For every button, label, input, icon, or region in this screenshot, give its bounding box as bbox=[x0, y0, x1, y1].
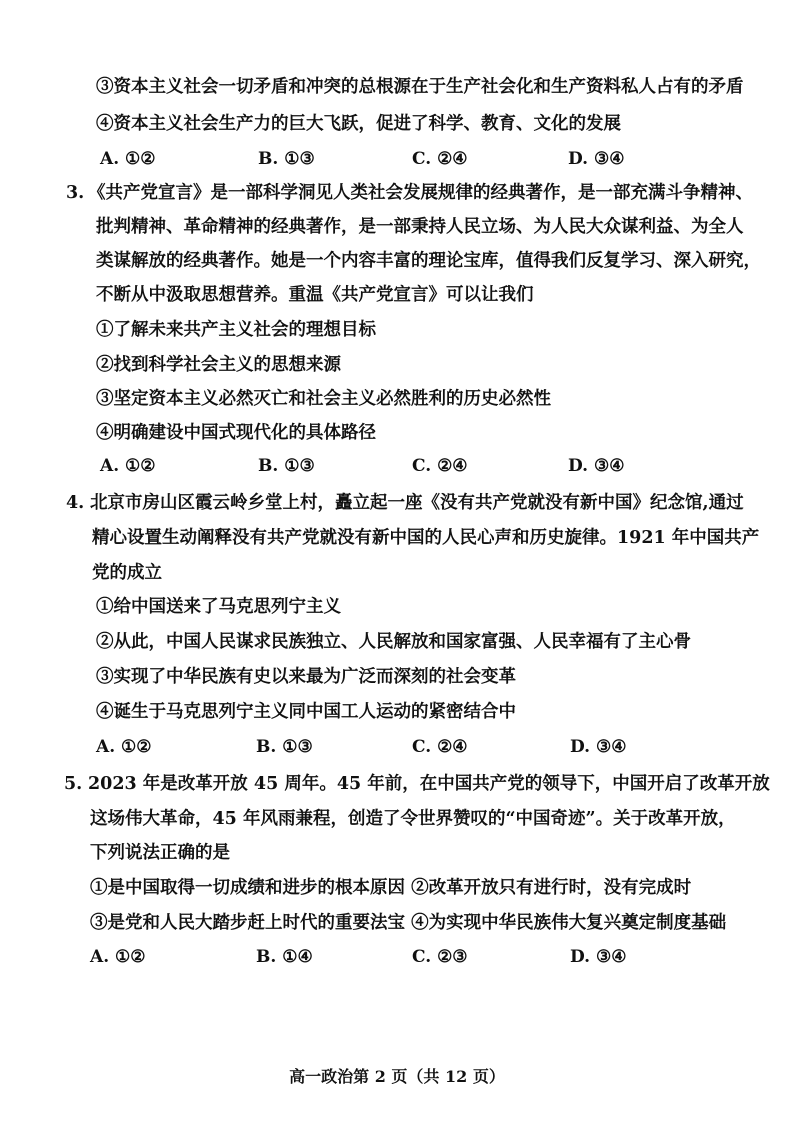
q4-statement-1: ①给中国送来了马克思列宁主义 bbox=[96, 597, 341, 617]
q2-option-b: B. ①③ bbox=[258, 149, 315, 169]
q3-option-b: B. ①③ bbox=[258, 456, 315, 476]
q4-statement-2: ②从此，中国人民谋求民族独立、人民解放和国家富强、人民幸福有了主心骨 bbox=[96, 632, 691, 652]
q4-statement-3: ③实现了中华民族有史以来最为广泛而深刻的社会变革 bbox=[96, 667, 516, 687]
q2-option-a: A. ①② bbox=[100, 149, 156, 169]
q5-stem-line-1: 2023 年是改革开放 45 周年。45 年前，在中国共产党的领导下，中国开启了改革开放 bbox=[88, 774, 770, 794]
q5-statement-row-1: ①是中国取得一切成绩和进步的根本原因 ②改革开放只有进行时，没有完成时 bbox=[90, 878, 692, 898]
q4-number: 4. bbox=[66, 493, 85, 513]
q4-stem-line-2: 精心设置生动阐释没有共产党就没有新中国的人民心声和历史旋律。1921 年中国共产 bbox=[92, 528, 760, 548]
q2-option-d: D. ③④ bbox=[568, 149, 625, 169]
q2-statement-3: ③资本主义社会一切矛盾和冲突的总根源在于生产社会化和生产资料私人占有的矛盾 bbox=[96, 77, 744, 97]
q3-statement-4: ④明确建设中国式现代化的具体路径 bbox=[96, 423, 376, 443]
q5-option-d: D. ③④ bbox=[570, 947, 627, 967]
q3-statement-3: ③坚定资本主义必然灭亡和社会主义必然胜利的历史必然性 bbox=[96, 389, 551, 409]
q4-stem-line-1: 北京市房山区霞云岭乡堂上村，矗立起一座《没有共产党就没有新中国》纪念馆,通过 bbox=[90, 493, 744, 513]
page-footer: 高一政治第 2 页（共 12 页） bbox=[289, 1067, 505, 1086]
q4-option-b: B. ①③ bbox=[256, 737, 313, 757]
q4-option-a: A. ①② bbox=[96, 737, 152, 757]
q4-option-c: C. ②④ bbox=[412, 737, 468, 757]
q3-stem-line-4: 不断从中汲取思想营养。重温《共产党宣言》可以让我们 bbox=[96, 285, 534, 305]
q2-option-c: C. ②④ bbox=[412, 149, 468, 169]
q5-option-c: C. ②③ bbox=[412, 947, 468, 967]
q3-option-d: D. ③④ bbox=[568, 456, 625, 476]
q5-option-b: B. ①④ bbox=[256, 947, 313, 967]
q5-stem-line-3: 下列说法正确的是 bbox=[90, 843, 230, 863]
q3-stem-line-1: 《共产党宣言》是一部科学洞见人类社会发展规律的经典著作，是一部充满斗争精神、 bbox=[88, 183, 753, 203]
q4-statement-4: ④诞生于马克思列宁主义同中国工人运动的紧密结合中 bbox=[96, 702, 516, 722]
q3-stem-line-2: 批判精神、革命精神的经典著作，是一部秉持人民立场、为人民大众谋利益、为全人 bbox=[96, 217, 744, 237]
q5-number: 5. bbox=[64, 774, 83, 794]
q3-option-c: C. ②④ bbox=[412, 456, 468, 476]
q3-stem-line-3: 类谋解放的经典著作。她是一个内容丰富的理论宝库，值得我们反复学习、深入研究， bbox=[96, 251, 761, 271]
q5-stem-line-2: 这场伟大革命，45 年风雨兼程，创造了令世界赞叹的“中国奇迹”。关于改革开放， bbox=[90, 809, 736, 829]
q5-statement-row-2: ③是党和人民大踏步赶上时代的重要法宝 ④为实现中华民族伟大复兴奠定制度基础 bbox=[90, 913, 727, 933]
q2-statement-4: ④资本主义社会生产力的巨大飞跃，促进了科学、教育、文化的发展 bbox=[96, 114, 621, 134]
q4-option-d: D. ③④ bbox=[570, 737, 627, 757]
q3-statement-1: ①了解未来共产主义社会的理想目标 bbox=[96, 320, 376, 340]
q3-statement-2: ②找到科学社会主义的思想来源 bbox=[96, 355, 341, 375]
q5-option-a: A. ①② bbox=[90, 947, 146, 967]
q3-number: 3. bbox=[66, 183, 85, 203]
q4-stem-line-3: 党的成立 bbox=[92, 563, 162, 583]
q3-option-a: A. ①② bbox=[100, 456, 156, 476]
